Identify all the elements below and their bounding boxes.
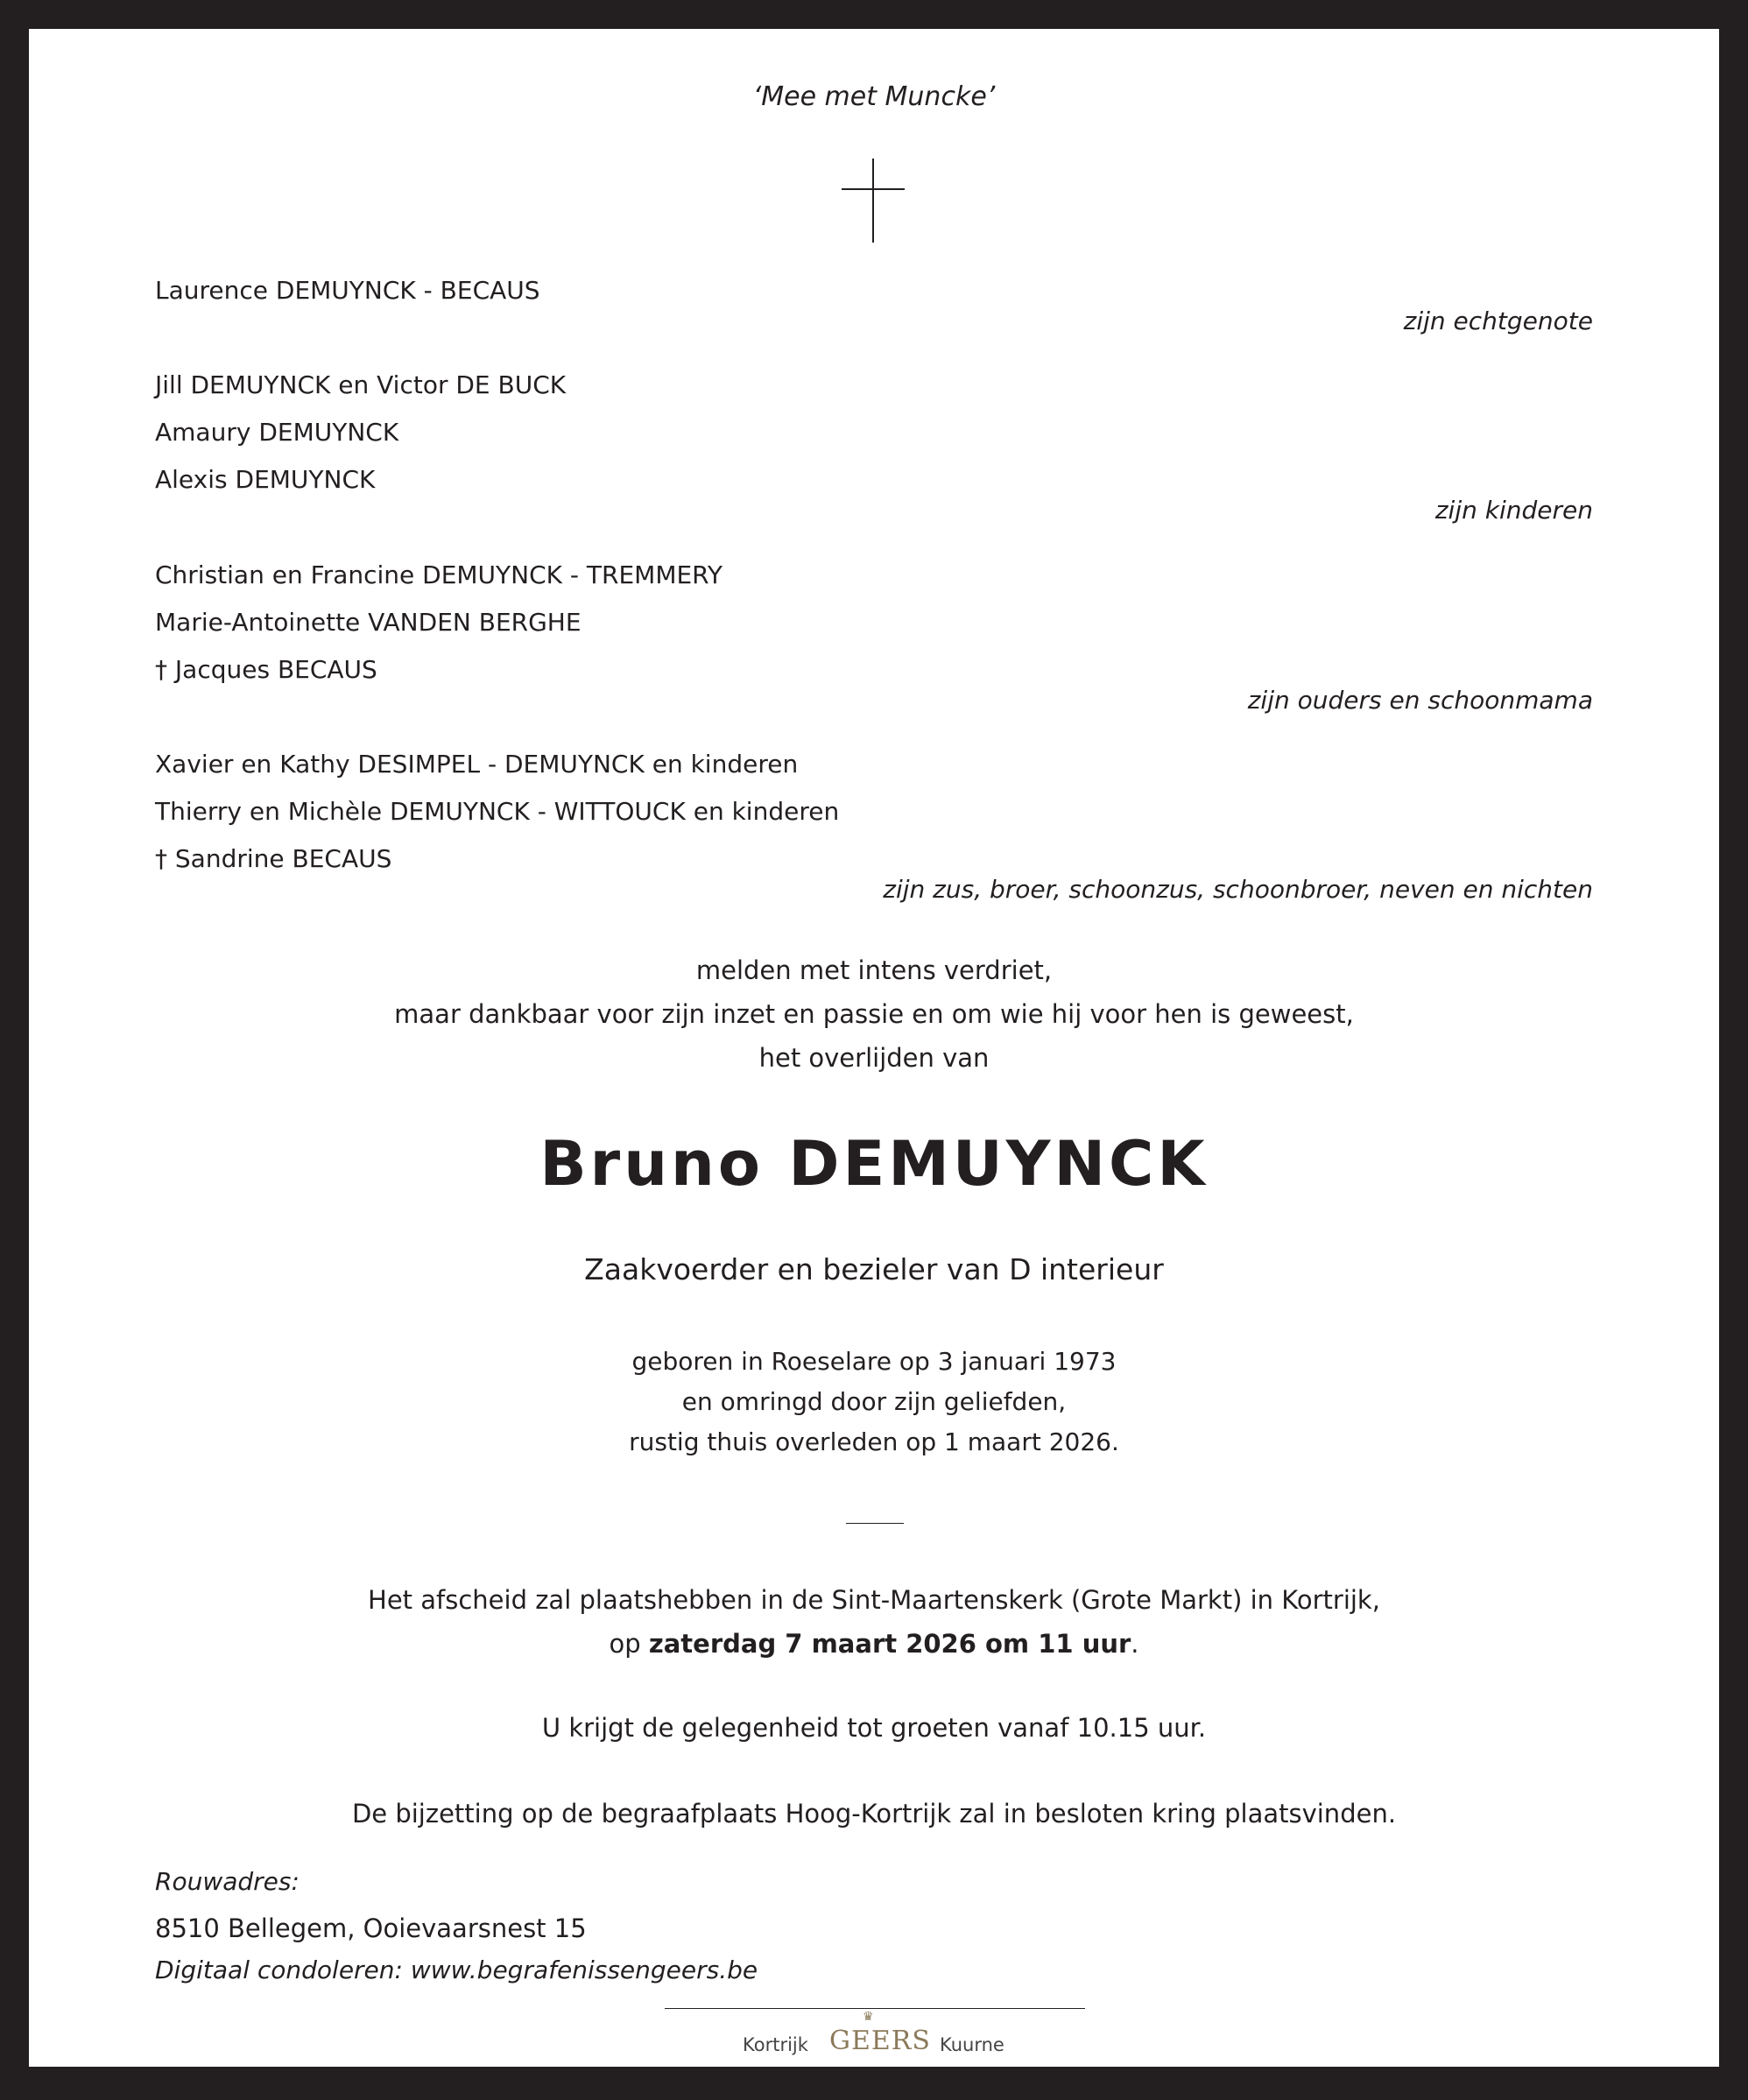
- family-relation: zijn ouders en schoonmama: [1247, 686, 1593, 715]
- family-name: Alexis DEMUYNCK: [155, 465, 376, 494]
- announcement-line: het overlijden van: [758, 1043, 990, 1073]
- family-name: Marie-Antoinette VANDEN BERGHE: [155, 608, 581, 637]
- deceased-title: Zaakvoerder en bezieler van D interieur: [584, 1252, 1164, 1286]
- obituary-card: [29, 29, 1719, 2067]
- ceremony-date: [29, 1629, 1719, 1659]
- footer-divider: [665, 2008, 1085, 2009]
- ceremony-date-bold: zaterdag 7 maart 2026 om 11 uur: [648, 1629, 1131, 1659]
- ceremony-date-prefix: op: [609, 1629, 649, 1659]
- family-name: Amaury DEMUYNCK: [155, 418, 399, 447]
- footer-right: Kuurne: [940, 2034, 1004, 2055]
- family-name: Thierry en Michèle DEMUYNCK - WITTOUCK en kinderen: [155, 797, 840, 826]
- geers-logo: GEERS: [829, 2026, 931, 2056]
- separator: [846, 1523, 904, 1524]
- address-label: Rouwadres:: [155, 1867, 300, 1896]
- ceremony-location: Het afscheid zal plaatshebben in de Sint-Maartenskerk (Grote Markt) in Kortrijk,: [368, 1585, 1380, 1615]
- family-name: † Sandrine BECAUS: [155, 844, 392, 873]
- address-value: 8510 Bellegem, Ooievaarsnest 15: [155, 1913, 587, 1943]
- family-relation: zijn zus, broer, schoonzus, schoonbroer, neven en nichten: [883, 875, 1593, 904]
- family-name: Jill DEMUYNCK en Victor DE BUCK: [155, 370, 567, 399]
- announcement-line: melden met intens verdriet,: [695, 955, 1053, 985]
- life-line: rustig thuis overleden op 1 maart 2026.: [629, 1427, 1119, 1456]
- family-name: Christian en Francine DEMUYNCK - TREMMERY: [155, 560, 722, 589]
- crown-icon: ♛: [863, 2010, 874, 2024]
- announcement-line: maar dankbaar voor zijn inzet en passie en om wie hij voor hen is geweest,: [394, 999, 1354, 1029]
- cross-icon: [842, 159, 905, 243]
- family-name: † Jacques BECAUS: [155, 655, 377, 684]
- life-line: geboren in Roeselare op 3 januari 1973: [631, 1347, 1117, 1376]
- ceremony-date-suffix: .: [1131, 1629, 1139, 1659]
- family-name: Laurence DEMUYNCK - BECAUS: [155, 276, 540, 305]
- life-line: en omringd door zijn geliefden,: [681, 1387, 1067, 1416]
- deceased-name: Bruno DEMUYNCK: [539, 1128, 1209, 1200]
- greeting-info: U krijgt de gelegenheid tot groeten vanaf 10.15 uur.: [541, 1713, 1207, 1743]
- family-relation: zijn echtgenote: [1403, 307, 1593, 335]
- motto: ‘Mee met Muncke’: [752, 81, 996, 112]
- online-condolence: Digitaal condoleren: www.begrafenissengeers.be: [155, 1956, 758, 1984]
- footer-left: Kortrijk: [743, 2034, 808, 2055]
- burial-info: De bijzetting op de begraafplaats Hoog-Kortrijk zal in besloten kring plaatsvinden.: [351, 1799, 1397, 1829]
- family-name: Xavier en Kathy DESIMPEL - DEMUYNCK en kinderen: [155, 750, 799, 779]
- family-relation: zijn kinderen: [1434, 496, 1593, 525]
